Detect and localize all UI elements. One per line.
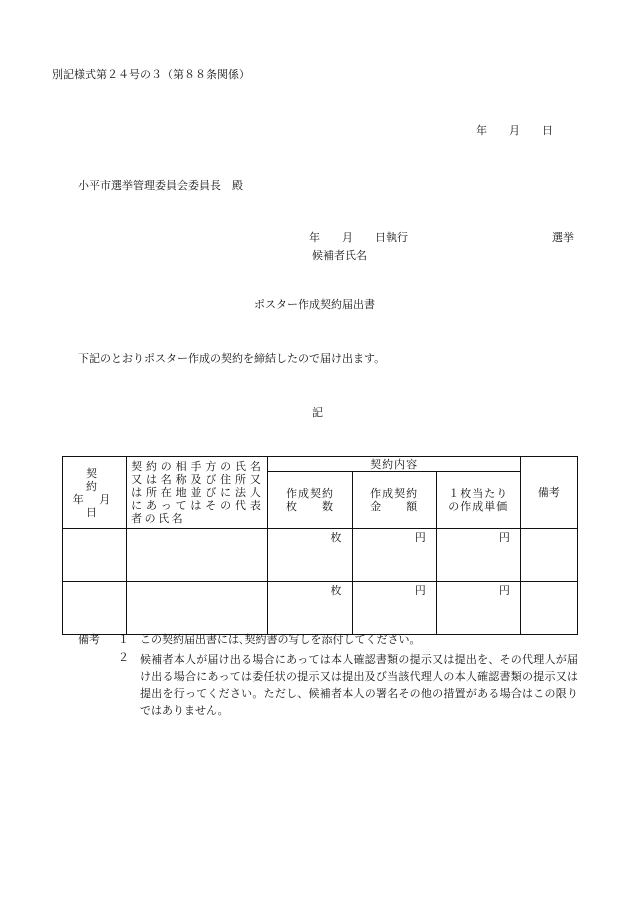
election-suffix: 選挙 <box>552 231 574 244</box>
cell-unit-price[interactable]: 円 <box>436 529 520 582</box>
submission-date: 年 月 日 <box>476 124 553 137</box>
cell-date[interactable] <box>63 529 127 582</box>
candidate-name-label: 候補者氏名 <box>312 249 367 262</box>
cell-date[interactable] <box>63 582 127 635</box>
header-count: 作成契約 枚 数 <box>268 472 352 529</box>
header-contract-date: 契 約 年 月 日 <box>63 457 127 529</box>
note-number: ２ <box>118 651 129 664</box>
table-row <box>63 529 578 582</box>
cell-amount[interactable]: 円 <box>352 582 436 635</box>
header-contract-party: 契約の相手方の氏名又は名称及び住所又は所在地並びに法人にあってはその代表者の氏名 <box>127 457 268 529</box>
election-date: 年 月 日執行 <box>309 231 408 244</box>
cell-count[interactable]: 枚 <box>268 582 352 635</box>
header-unit-price: １枚当たり の作成単価 <box>436 472 520 529</box>
cell-amount[interactable]: 円 <box>352 529 436 582</box>
cell-party[interactable] <box>127 582 268 635</box>
document-title: ポスター作成契約届出書 <box>254 298 375 311</box>
addressee: 小平市選挙管理委員会委員長 殿 <box>78 179 243 192</box>
table-row <box>63 582 578 635</box>
cell-remarks[interactable] <box>520 582 577 635</box>
cell-unit-price[interactable]: 円 <box>436 582 520 635</box>
cell-count[interactable]: 枚 <box>268 529 352 582</box>
notes-label: 備考 <box>78 633 100 646</box>
header-amount: 作成契約 金 額 <box>352 472 436 529</box>
cell-remarks[interactable] <box>520 529 577 582</box>
cell-party[interactable] <box>127 529 268 582</box>
header-contract-content: 契約内容 <box>268 457 520 472</box>
note-text: 候補者本人が届け出る場合にあっては本人確認書類の提示又は提出を、その代理人が届け出る場合にあっては委任状の提示又は提出及び当該代理人の本人確認書類の提示又は提出を行ってください。ただし、候補者本人の署名その他の措置がある場合はこの限りではありません。 <box>140 653 578 717</box>
ki-heading: 記 <box>312 406 323 419</box>
header-remarks: 備考 <box>520 457 577 529</box>
contract-table <box>62 456 578 635</box>
form-id: 別記様式第２４号の３（第８８条関係） <box>52 68 250 81</box>
document-body: 下記のとおりポスター作成の契約を締結したので届け出ます。 <box>78 352 386 365</box>
note-text: この契約届出書には､契約書の写しを添付してください。 <box>140 633 421 646</box>
note-number: １ <box>118 633 129 646</box>
